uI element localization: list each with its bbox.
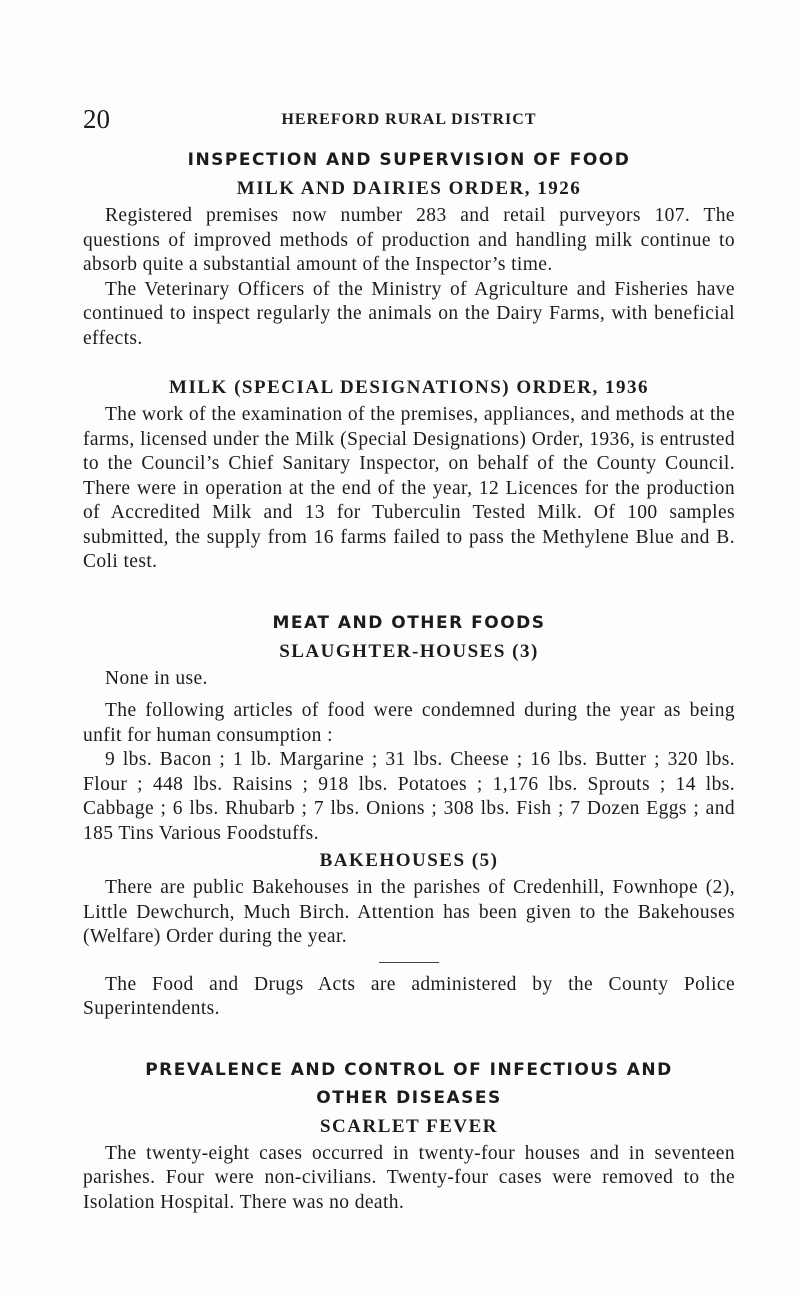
paragraph-condemned-intro: The following articles of food were condemned during the year as being unfit for human consumption :: [83, 700, 735, 746]
section-title-meat: MEAT AND OTHER FOODS: [272, 612, 546, 633]
page-content: [83, 146, 735, 1215]
paragraph-bakehouses: There are public Bakehouses in the parishes of Credenhill, Fownhope (2), Little Dewchurch, Much Birch. Attention has been given to the Bakehouses (Welfare) Order during the year.: [83, 877, 735, 947]
subheading-bakehouses: BAKEHOUSES (5): [319, 850, 499, 871]
section-title-infectious-line1: PREVALENCE AND CONTROL OF INFECTIOUS AND: [145, 1059, 673, 1080]
section-title-food-inspection: INSPECTION AND SUPERVISION OF FOOD: [187, 150, 631, 170]
section-title-infectious-line2: OTHER DISEASES: [316, 1087, 502, 1108]
subheading-scarlet-fever: SCARLET FEVER: [319, 1115, 499, 1137]
paragraph-registered-premises: Registered premises now number 283 and retail purveyors 107. The questions of improved methods of production and handling milk continue to absorb quite a substantial amount of the Inspector’s time.: [83, 205, 735, 275]
paragraph-veterinary-officers: The Veterinary Officers of the Ministry of Agriculture and Fisheries have continued to inspect regularly the animals on the Dairy Farms, with beneficial effects.: [83, 278, 735, 349]
paragraph-examination-premises: The work of the examination of the premises, appliances, and methods at the farms, licensed under the Milk (Special Designations) Order, 1936, is entrusted to the Council’s Chief Sanitary Inspector, on behalf of the County Council. There were in operation at the end of the year, 12 Licences for the production of Accredited Milk and 13 for Tuberculin Tested Milk. Of 100 samples submitted, the supply from 16 farms failed to pass the Methylene Blue and B. Coli test.: [83, 404, 735, 572]
section-divider: [379, 962, 439, 963]
page-number: 20: [83, 104, 110, 134]
running-title: HEREFORD RURAL DISTRICT: [281, 111, 537, 128]
paragraph-none-in-use: None in use.: [105, 667, 208, 689]
running-header: [83, 104, 735, 134]
paragraph-scarlet-fever: The twenty-eight cases occurred in twenty-four houses and in seventeen parishes. Four were non-civilians. Twenty-four cases were removed to the Isolation Hospital. There was no death.: [83, 1142, 735, 1213]
paragraph-condemned-list: 9 lbs. Bacon ; 1 lb. Margarine ; 31 lbs. Cheese ; 16 lbs. Butter ; 320 lbs. Flour ; 448 lbs. Raisins ; 918 lbs. Potatoes ; 1,176 lbs. Sprouts ; 14 lbs. Cabbage ; 6 lbs. Rhubarb ; 7 lbs. Onions ; 308 lbs. Fish ; 7 Dozen Eggs ; and 185 Tins Various Foodstuffs.: [83, 749, 735, 844]
subheading-slaughter-houses: SLAUGHTER-HOUSES (3): [279, 640, 539, 662]
subheading-special-designations: MILK (SPECIAL DESIGNATIONS) ORDER, 1936: [169, 377, 649, 398]
subheading-milk-dairies: MILK AND DAIRIES ORDER, 1926: [236, 178, 582, 199]
paragraph-food-drugs-acts: The Food and Drugs Acts are administered by the County Police Superintendents.: [83, 973, 735, 1019]
